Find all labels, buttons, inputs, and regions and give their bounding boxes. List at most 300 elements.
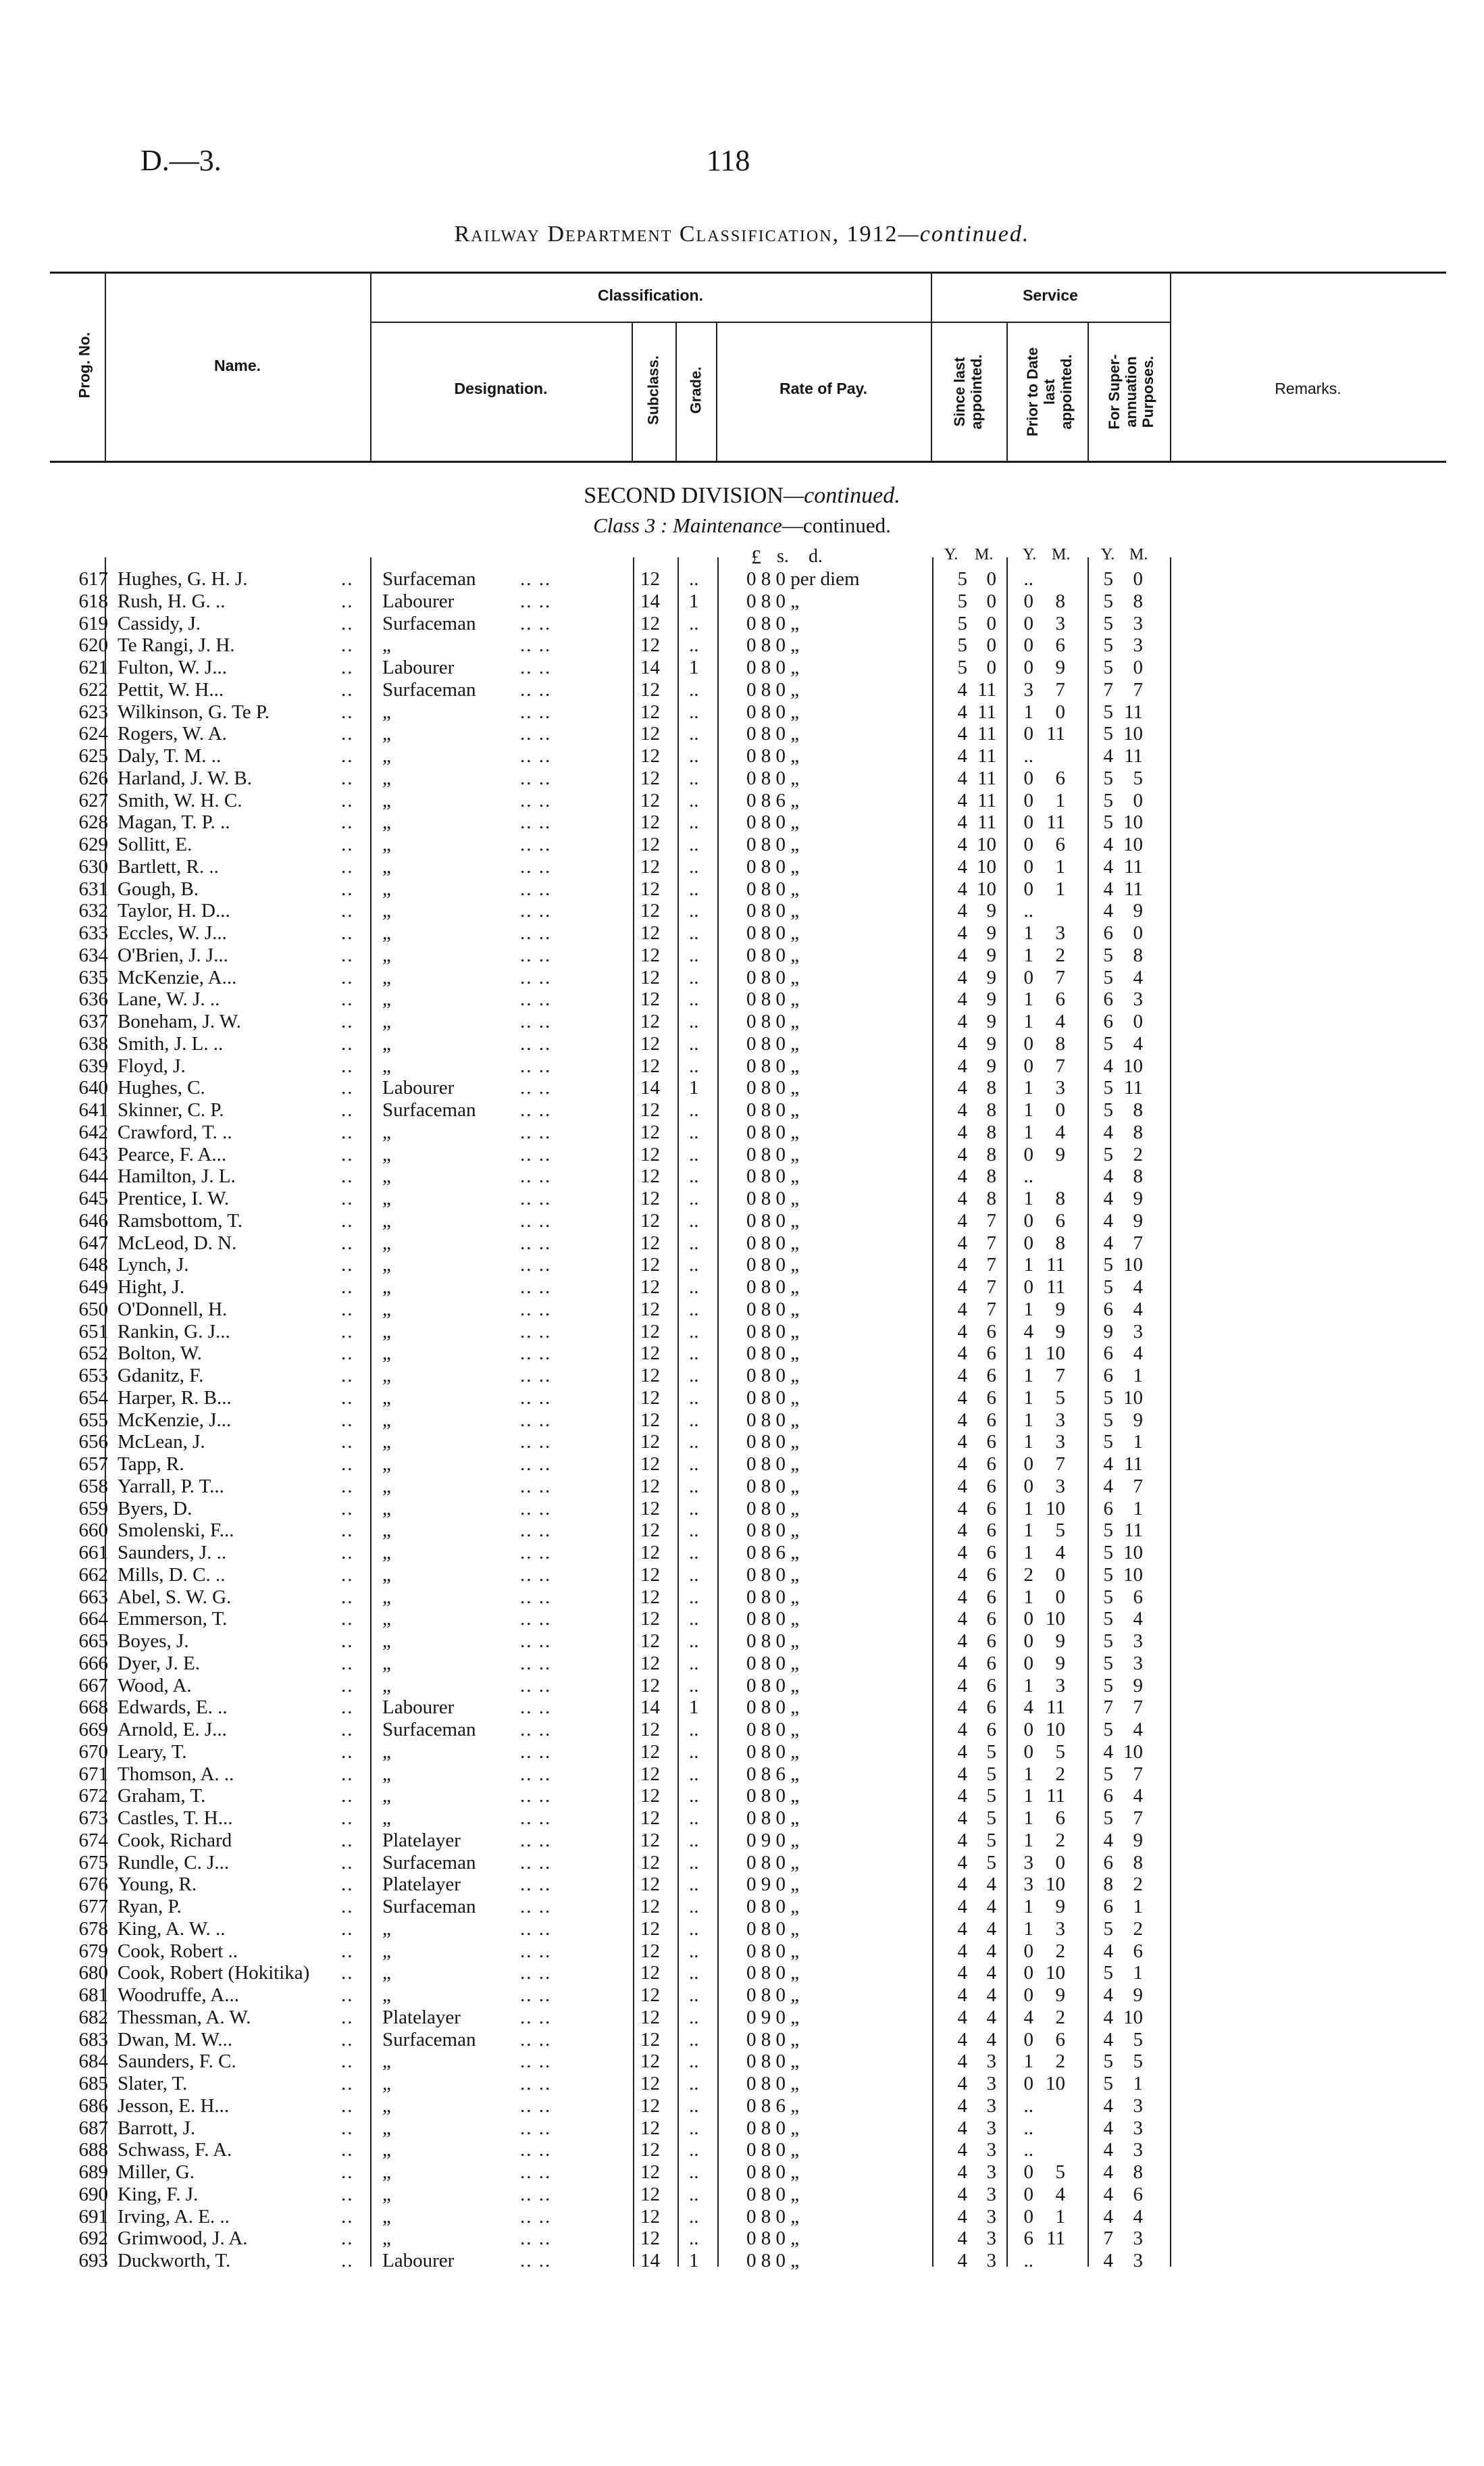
row-subclass: 12 <box>640 767 660 789</box>
row-prior-years: 1 <box>1023 701 1033 723</box>
row-prior-months: 11 <box>1046 1785 1065 1807</box>
leader-dots: .. .. <box>520 1696 552 1719</box>
row-name: Wilkinson, G. Te P. <box>118 701 270 723</box>
row-since-months: 6 <box>986 1519 996 1542</box>
table-row <box>0 922 1484 945</box>
row-prior-years: 0 <box>1023 1475 1033 1497</box>
row-since-years: 4 <box>957 1497 967 1519</box>
leader-dots: .. <box>341 1143 354 1165</box>
row-prior-years: 0 <box>1023 634 1033 657</box>
row-prior-years: .. <box>1023 1165 1033 1188</box>
row-subclass: 12 <box>640 2006 660 2028</box>
row-prior-months: 11 <box>1046 811 1065 834</box>
row-prior-months: 7 <box>1055 678 1065 701</box>
rule-top <box>50 272 1446 274</box>
unit-months-2: M. <box>1052 546 1071 563</box>
row-since-years: 4 <box>957 2250 967 2271</box>
row-rate-of-pay: 0 8 0 „ <box>746 657 800 678</box>
leader-dots: .. .. <box>520 2117 552 2139</box>
row-super-years: 4 <box>1103 1232 1113 1254</box>
row-since-years: 4 <box>957 1165 967 1188</box>
row-prior-months: 0 <box>1055 701 1065 723</box>
row-designation: „ <box>382 1165 391 1188</box>
leader-dots: .. .. <box>520 1740 552 1763</box>
row-number: 636 <box>78 988 108 1011</box>
table-row <box>0 1918 1484 1940</box>
row-designation: „ <box>382 1984 391 2006</box>
table-row <box>0 768 1484 790</box>
table-row <box>0 1387 1484 1409</box>
row-super-years: 6 <box>1103 1342 1113 1365</box>
row-prior-years: 1 <box>1023 1011 1033 1032</box>
row-since-months: 8 <box>986 1077 996 1099</box>
row-super-months: 7 <box>1133 678 1143 701</box>
row-subclass: 12 <box>640 1785 660 1807</box>
row-designation: „ <box>382 1188 391 1209</box>
row-grade: .. <box>689 1674 699 1696</box>
row-since-months: 9 <box>986 988 996 1011</box>
row-since-years: 4 <box>957 2050 967 2073</box>
row-prior-years: 2 <box>1023 1563 1033 1586</box>
row-rate-of-pay: 0 8 0 „ <box>746 1232 800 1254</box>
row-prior-years: 0 <box>1023 855 1033 878</box>
leader-dots: .. <box>341 1962 354 1984</box>
row-grade: .. <box>689 789 699 811</box>
row-prior-years: 1 <box>1023 1431 1033 1453</box>
row-super-years: 4 <box>1103 2205 1113 2228</box>
row-number: 686 <box>78 2094 108 2117</box>
row-subclass: 12 <box>640 1984 660 2006</box>
table-row <box>0 1852 1484 1874</box>
row-grade: .. <box>689 2006 699 2028</box>
row-super-years: 4 <box>1103 1984 1113 2006</box>
row-since-months: 6 <box>986 1320 996 1342</box>
table-row <box>0 1630 1484 1653</box>
row-subclass: 12 <box>640 568 660 590</box>
row-name: Cook, Robert (Hokitika) <box>118 1962 310 1984</box>
leader-dots: .. .. <box>520 767 552 789</box>
row-number: 639 <box>78 1055 108 1077</box>
leader-dots: .. <box>341 1917 354 1940</box>
row-rate-of-pay: 0 8 0 „ <box>746 1276 800 1298</box>
row-grade: .. <box>689 745 699 767</box>
row-number: 619 <box>78 612 108 634</box>
row-subclass: 12 <box>640 1365 660 1386</box>
row-since-years: 4 <box>957 1409 967 1431</box>
table-row <box>0 745 1484 768</box>
row-designation: Surfaceman <box>382 1099 476 1121</box>
leader-dots: .. <box>341 1342 354 1365</box>
row-since-months: 7 <box>986 1276 996 1298</box>
leader-dots: .. .. <box>520 878 552 900</box>
row-name: Dwan, M. W... <box>118 2028 232 2050</box>
row-number: 682 <box>78 2006 108 2028</box>
row-designation: „ <box>382 745 391 767</box>
row-since-years: 4 <box>957 1032 967 1055</box>
row-designation: „ <box>382 1232 391 1254</box>
header-grade: Grade. <box>687 366 705 414</box>
row-since-months: 9 <box>986 922 996 944</box>
row-subclass: 12 <box>640 1320 660 1342</box>
leader-dots: .. <box>341 1011 354 1032</box>
leader-dots: .. .. <box>520 1674 552 1696</box>
row-rate-of-pay: 0 8 0 „ <box>746 1940 800 1962</box>
row-since-years: 4 <box>957 922 967 944</box>
leader-dots: .. .. <box>520 1232 552 1254</box>
row-super-months: 7 <box>1133 1696 1143 1719</box>
col-divider <box>632 323 633 461</box>
row-prior-months: 3 <box>1055 1431 1065 1453</box>
row-number: 637 <box>78 1011 108 1032</box>
leader-dots: .. .. <box>520 1409 552 1431</box>
row-since-years: 4 <box>957 1475 967 1497</box>
row-super-months: 7 <box>1133 1763 1143 1785</box>
row-rate-of-pay: 0 8 0 „ <box>746 612 800 634</box>
row-number: 630 <box>78 855 108 878</box>
row-subclass: 12 <box>640 1851 660 1873</box>
row-name: Young, R. <box>118 1873 197 1896</box>
leader-dots: .. <box>341 1497 354 1519</box>
row-prior-months: 3 <box>1055 612 1065 634</box>
row-grade: .. <box>689 1232 699 1254</box>
row-designation: „ <box>382 767 391 789</box>
leader-dots: .. .. <box>520 1055 552 1077</box>
row-since-years: 4 <box>957 1453 967 1475</box>
leader-dots: .. <box>341 678 354 701</box>
leader-dots: .. .. <box>520 568 552 590</box>
row-designation: „ <box>382 1519 391 1542</box>
row-prior-years: .. <box>1023 2139 1033 2161</box>
row-name: Leary, T. <box>118 1740 187 1763</box>
row-number: 677 <box>78 1896 108 1917</box>
row-prior-years: 1 <box>1023 944 1033 966</box>
row-number: 675 <box>78 1851 108 1873</box>
table-row <box>0 1608 1484 1630</box>
row-prior-months: 2 <box>1055 2050 1065 2073</box>
row-since-years: 4 <box>957 1298 967 1320</box>
row-grade: .. <box>689 1542 699 1563</box>
row-grade: .. <box>689 1475 699 1497</box>
row-grade: .. <box>689 2228 699 2250</box>
row-designation: Platelayer <box>382 1829 461 1851</box>
row-prior-years: 0 <box>1023 767 1033 789</box>
row-subclass: 12 <box>640 1652 660 1674</box>
row-prior-months: 6 <box>1055 767 1065 789</box>
row-rate-of-pay: 0 8 0 „ <box>746 2028 800 2050</box>
row-super-years: 4 <box>1103 2161 1113 2183</box>
row-subclass: 12 <box>640 1386 660 1409</box>
row-grade: 1 <box>689 1077 699 1099</box>
row-prior-months: 0 <box>1055 1851 1065 1873</box>
row-grade: .. <box>689 1763 699 1785</box>
table-row <box>0 1564 1484 1586</box>
row-subclass: 12 <box>640 1254 660 1276</box>
row-prior-years: 0 <box>1023 1719 1033 1740</box>
leader-dots: .. .. <box>520 834 552 855</box>
row-grade: .. <box>689 2183 699 2205</box>
unit-years-1: Y. <box>944 546 958 563</box>
leader-dots: .. <box>341 1409 354 1431</box>
row-grade: .. <box>689 1873 699 1896</box>
table-row <box>0 1675 1484 1697</box>
row-subclass: 12 <box>640 1298 660 1320</box>
row-name: Hughes, C. <box>118 1077 205 1099</box>
row-number: 688 <box>78 2139 108 2161</box>
row-prior-years: 0 <box>1023 2161 1033 2183</box>
row-super-months: 8 <box>1133 1165 1143 1188</box>
leader-dots: .. <box>341 1365 354 1386</box>
table-row <box>0 900 1484 922</box>
row-subclass: 12 <box>640 789 660 811</box>
row-grade: .. <box>689 1143 699 1165</box>
row-name: McKenzie, J... <box>118 1409 232 1431</box>
row-subclass: 14 <box>640 1696 660 1719</box>
row-name: Cassidy, J. <box>118 612 201 634</box>
row-super-years: 5 <box>1103 1586 1113 1608</box>
leader-dots: .. <box>341 1431 354 1453</box>
row-super-months: 9 <box>1133 1674 1143 1696</box>
unit-months-1: M. <box>975 546 994 563</box>
row-rate-of-pay: 0 8 0 „ <box>746 1011 800 1032</box>
row-since-months: 0 <box>986 657 996 678</box>
row-super-months: 6 <box>1133 1586 1143 1608</box>
row-super-years: 4 <box>1103 1453 1113 1475</box>
row-subclass: 12 <box>640 811 660 834</box>
row-number: 652 <box>78 1342 108 1365</box>
row-rate-of-pay: 0 8 0 „ <box>746 1807 800 1829</box>
row-since-months: 6 <box>986 1696 996 1719</box>
row-designation: Surfaceman <box>382 612 476 634</box>
row-prior-months: 6 <box>1055 1807 1065 1829</box>
row-subclass: 12 <box>640 900 660 922</box>
row-since-years: 4 <box>957 767 967 789</box>
row-designation: „ <box>382 1652 391 1674</box>
row-prior-months: 4 <box>1055 1542 1065 1563</box>
row-grade: .. <box>689 1099 699 1121</box>
table-row <box>0 1011 1484 1033</box>
row-designation: „ <box>382 1386 391 1409</box>
row-super-years: 4 <box>1103 2028 1113 2050</box>
row-grade: .. <box>689 568 699 590</box>
row-super-months: 9 <box>1133 900 1143 922</box>
leader-dots: .. .. <box>520 1652 552 1674</box>
row-prior-months: 11 <box>1046 1254 1065 1276</box>
row-grade: .. <box>689 1896 699 1917</box>
row-designation: „ <box>382 2050 391 2073</box>
leader-dots: .. <box>341 1674 354 1696</box>
row-designation: „ <box>382 1032 391 1055</box>
row-since-months: 6 <box>986 1475 996 1497</box>
row-number: 692 <box>78 2228 108 2250</box>
row-grade: .. <box>689 1917 699 1940</box>
row-prior-years: 0 <box>1023 723 1033 745</box>
header-service: Service <box>1023 286 1078 304</box>
row-super-months: 0 <box>1133 922 1143 944</box>
row-since-years: 4 <box>957 1011 967 1032</box>
row-subclass: 12 <box>640 944 660 966</box>
leader-dots: .. <box>341 1630 354 1652</box>
row-designation: Labourer <box>382 657 455 678</box>
row-since-months: 6 <box>986 1608 996 1630</box>
row-number: 669 <box>78 1719 108 1740</box>
row-prior-months: 3 <box>1055 922 1065 944</box>
row-prior-years: 3 <box>1023 1873 1033 1896</box>
leader-dots: .. <box>341 1608 354 1630</box>
row-super-months: 7 <box>1133 1232 1143 1254</box>
row-subclass: 12 <box>640 2050 660 2073</box>
row-designation: „ <box>382 1785 391 1807</box>
row-name: Ramsbottom, T. <box>118 1209 243 1232</box>
row-prior-months: 9 <box>1055 1298 1065 1320</box>
row-rate-of-pay: 0 8 0 „ <box>746 1785 800 1807</box>
row-rate-of-pay: 0 8 0 „ <box>746 1719 800 1740</box>
row-prior-years: 0 <box>1023 590 1033 612</box>
row-super-years: 4 <box>1103 1121 1113 1143</box>
row-super-years: 7 <box>1103 1696 1113 1719</box>
row-designation: „ <box>382 789 391 811</box>
row-since-years: 4 <box>957 2028 967 2050</box>
row-name: McKenzie, A... <box>118 966 237 988</box>
leader-dots: .. .. <box>520 1032 552 1055</box>
row-number: 693 <box>78 2250 108 2271</box>
row-subclass: 12 <box>640 1165 660 1188</box>
row-since-months: 6 <box>986 1586 996 1608</box>
row-number: 646 <box>78 1209 108 1232</box>
row-designation: „ <box>382 1917 391 1940</box>
row-grade: .. <box>689 612 699 634</box>
row-super-months: 3 <box>1133 1630 1143 1652</box>
row-super-months: 1 <box>1133 2073 1143 2094</box>
table-row <box>0 1188 1484 1210</box>
row-prior-months: 10 <box>1046 1608 1065 1630</box>
document-code: D.—3. <box>140 144 222 177</box>
table-row <box>0 1586 1484 1609</box>
row-rate-of-pay: 0 8 0 „ <box>746 834 800 855</box>
class-name: Maintenance <box>673 513 782 537</box>
row-number: 659 <box>78 1497 108 1519</box>
row-number: 649 <box>78 1276 108 1298</box>
row-number: 631 <box>78 878 108 900</box>
row-super-years: 5 <box>1103 1386 1113 1409</box>
table-row <box>0 1542 1484 1564</box>
leader-dots: .. <box>341 1984 354 2006</box>
row-subclass: 12 <box>640 678 660 701</box>
row-since-years: 4 <box>957 1652 967 1674</box>
row-number: 633 <box>78 922 108 944</box>
leader-dots: .. .. <box>520 634 552 657</box>
row-since-years: 4 <box>957 789 967 811</box>
row-grade: .. <box>689 1962 699 1984</box>
row-super-months: 10 <box>1123 1740 1143 1763</box>
row-since-months: 6 <box>986 1386 996 1409</box>
row-designation: „ <box>382 855 391 878</box>
row-rate-of-pay: 0 8 0 „ <box>746 1674 800 1696</box>
row-grade: .. <box>689 2139 699 2161</box>
row-prior-months: 2 <box>1055 1940 1065 1962</box>
row-since-years: 4 <box>957 1984 967 2006</box>
row-since-months: 4 <box>986 1896 996 1917</box>
row-since-months: 6 <box>986 1563 996 1586</box>
row-subclass: 12 <box>640 1188 660 1209</box>
leader-dots: .. .. <box>520 1188 552 1209</box>
leader-dots: .. .. <box>520 966 552 988</box>
row-rate-of-pay: 0 8 0 „ <box>746 2161 800 2183</box>
leader-dots: .. .. <box>520 1342 552 1365</box>
row-rate-of-pay: 0 8 0 „ <box>746 1099 800 1121</box>
row-since-months: 0 <box>986 612 996 634</box>
row-super-years: 5 <box>1103 723 1113 745</box>
leader-dots: .. <box>341 1121 354 1143</box>
row-prior-years: 1 <box>1023 1896 1033 1917</box>
row-subclass: 12 <box>640 1232 660 1254</box>
leader-dots: .. .. <box>520 2161 552 2183</box>
row-rate-of-pay: 0 8 0 „ <box>746 855 800 878</box>
row-designation: „ <box>382 2205 391 2228</box>
row-prior-years: 4 <box>1023 1320 1033 1342</box>
row-prior-years: 1 <box>1023 1497 1033 1519</box>
row-name: Hughes, G. H. J. <box>118 568 248 590</box>
row-super-years: 4 <box>1103 2006 1113 2028</box>
row-super-months: 4 <box>1133 1342 1143 1365</box>
row-since-years: 5 <box>957 568 967 590</box>
row-since-months: 6 <box>986 1630 996 1652</box>
row-number: 691 <box>78 2205 108 2228</box>
row-prior-months: 10 <box>1046 2073 1065 2094</box>
unit-shillings: s. <box>777 546 789 567</box>
row-prior-years: 1 <box>1023 1386 1033 1409</box>
table-row <box>0 1342 1484 1365</box>
leader-dots: .. <box>341 1032 354 1055</box>
row-designation: „ <box>382 2161 391 2183</box>
row-super-months: 11 <box>1124 1077 1143 1099</box>
row-designation: „ <box>382 1940 391 1962</box>
row-name: Miller, G. <box>118 2161 195 2183</box>
row-since-months: 5 <box>986 1763 996 1785</box>
row-subclass: 12 <box>640 855 660 878</box>
table-row <box>0 1453 1484 1476</box>
table-row <box>0 2050 1484 2073</box>
row-super-years: 6 <box>1103 988 1113 1011</box>
row-name: Thomson, A. .. <box>118 1763 234 1785</box>
leader-dots: .. <box>341 2028 354 2050</box>
leader-dots: .. <box>341 1542 354 1563</box>
row-name: Fulton, W. J... <box>118 657 227 678</box>
row-prior-months: 5 <box>1055 1386 1065 1409</box>
row-prior-months: 11 <box>1046 1696 1065 1719</box>
row-name: Prentice, I. W. <box>118 1188 230 1209</box>
row-subclass: 12 <box>640 1829 660 1851</box>
row-rate-of-pay: 0 8 0 „ <box>746 723 800 745</box>
row-prior-months: 10 <box>1046 1719 1065 1740</box>
row-prior-months: 7 <box>1055 1453 1065 1475</box>
row-super-months: 9 <box>1133 1409 1143 1431</box>
row-designation: „ <box>382 2117 391 2139</box>
row-subclass: 12 <box>640 1740 660 1763</box>
row-grade: .. <box>689 1519 699 1542</box>
row-prior-years: 0 <box>1023 1940 1033 1962</box>
row-super-months: 3 <box>1133 2139 1143 2161</box>
row-since-years: 4 <box>957 1121 967 1143</box>
row-since-months: 8 <box>986 1165 996 1188</box>
row-since-months: 6 <box>986 1652 996 1674</box>
row-name: Cook, Robert .. <box>118 1940 238 1962</box>
row-super-months: 1 <box>1133 1896 1143 1917</box>
row-designation: Surfaceman <box>382 1851 476 1873</box>
row-name: Harland, J. W. B. <box>118 767 252 789</box>
row-super-months: 0 <box>1133 657 1143 678</box>
row-prior-years: 1 <box>1023 1807 1033 1829</box>
row-subclass: 14 <box>640 657 660 678</box>
